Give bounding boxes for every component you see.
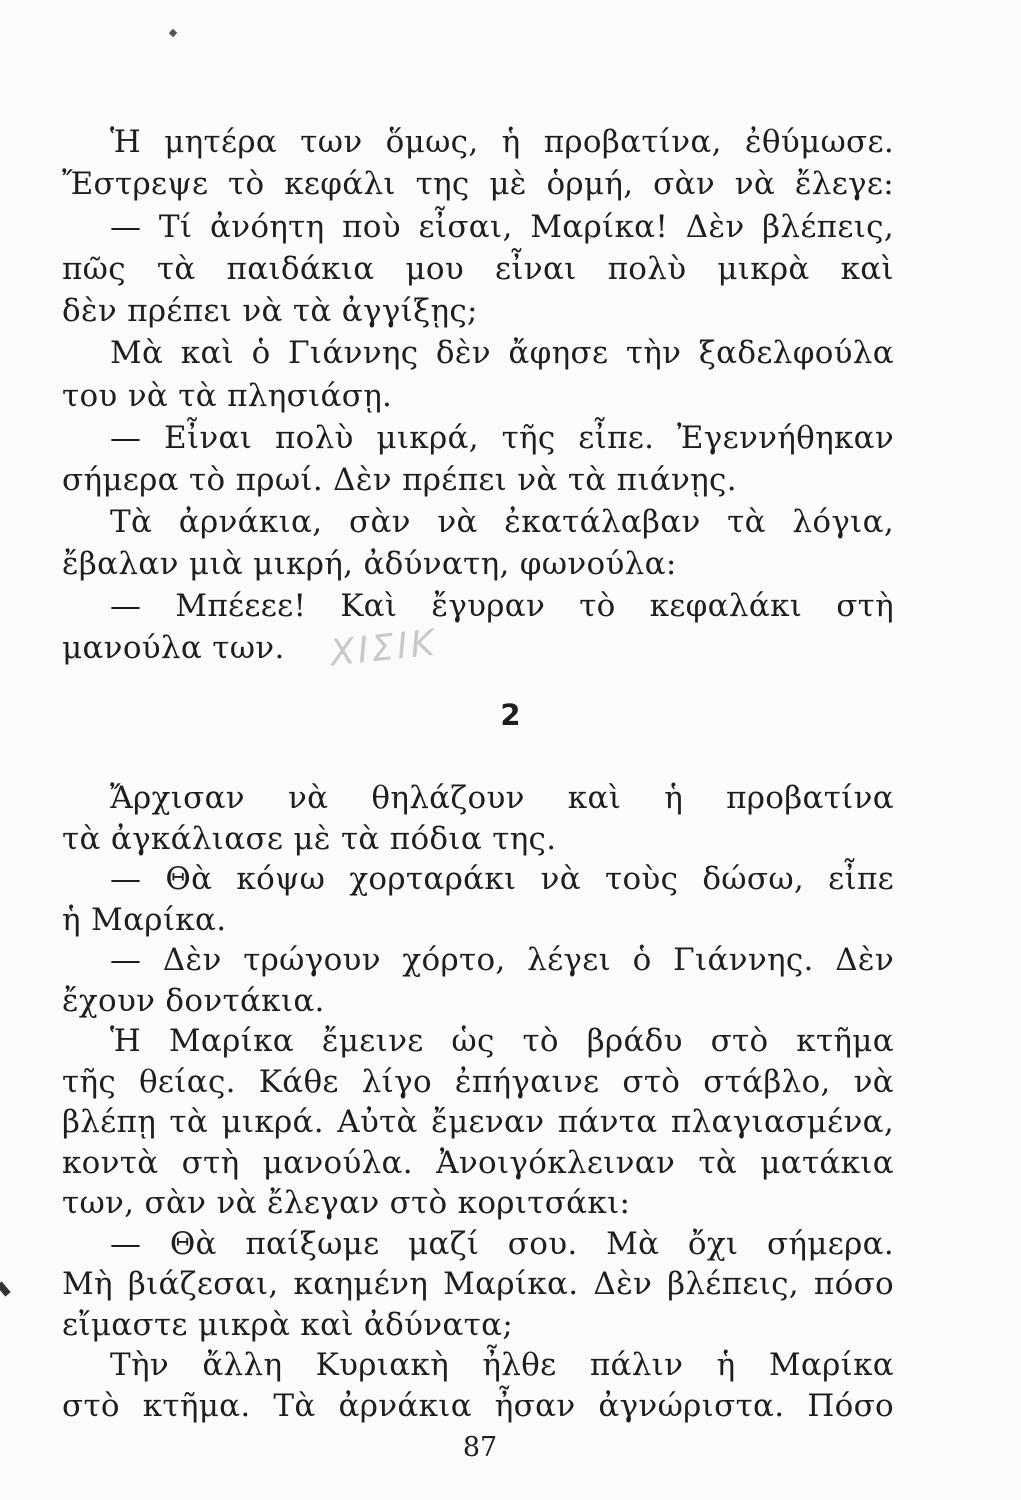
- page-number: 87: [462, 1432, 498, 1463]
- text-line: Τὴν ἄλλη Κυριακὴ ἦλθε πάλιν ἡ Μαρίκα: [110, 1347, 894, 1383]
- text-line: βλέπῃ τὰ μικρά. Αὐτὰ ἔμεναν πάντα πλαγιασμένα,: [62, 1104, 894, 1140]
- pencil-margin-mark: ΧΙΣΙΚ: [328, 622, 440, 675]
- text-line: Ἔστρεψε τὸ κεφάλι της μὲ ὁρμή, σὰν νὰ ἔλεγε:: [62, 166, 894, 202]
- text-line: δὲν πρέπει νὰ τὰ ἀγγίξῃς;: [62, 293, 478, 329]
- text-line: του νὰ τὰ πλησιάσῃ.: [62, 378, 393, 414]
- text-line: Ἡ Μαρίκα ἔμεινε ὡς τὸ βράδυ στὸ κτῆμα: [110, 1023, 894, 1059]
- text-line: — Δὲν τρώγουν χόρτο, λέγει ὁ Γιάννης. Δὲν: [110, 942, 894, 978]
- text-line: σήμερα τὸ πρωί. Δὲν πρέπει νὰ τὰ πιάνῃς.: [62, 462, 737, 498]
- ink-speck: [169, 29, 177, 37]
- text-line: πῶς τὰ παιδάκια μου εἶναι πολὺ μικρὰ καὶ: [62, 251, 894, 287]
- text-line: Ἄρχισαν νὰ θηλάζουν καὶ ἡ προβατίνα: [110, 780, 894, 816]
- text-line: Ἡ μητέρα των ὅμως, ἡ προβατίνα, ἐθύμωσε.: [110, 124, 894, 160]
- text-line: ἔχουν δοντάκια.: [62, 982, 325, 1019]
- text-line: ἔβαλαν μιὰ μικρή, ἀδύνατη, φωνούλα:: [62, 546, 677, 582]
- text-line: — Θὰ παίξωμε μαζί σου. Μὰ ὄχι σήμερα.: [110, 1225, 894, 1262]
- section-number: 2: [500, 698, 521, 732]
- text-line: — Μπέεεε! Καὶ ἔγυραν τὸ κεφαλάκι στὴ: [110, 588, 894, 624]
- text-line: — Θὰ κόψω χορταράκι νὰ τοὺς δώσω, εἶπε: [110, 861, 894, 897]
- text-line: στὸ κτῆμα. Τὰ ἀρνάκια ἦσαν ἀγνώριστα. Πόσο: [62, 1387, 894, 1424]
- text-line: — Εἶναι πολὺ μικρά, τῆς εἶπε. Ἐγεννήθηκαν: [110, 420, 894, 456]
- text-line: τὰ ἀγκάλιασε μὲ τὰ πόδια της.: [62, 820, 557, 857]
- text-line: Μὴ βιάζεσαι, καημένη Μαρίκα. Δὲν βλέπεις, πόσο: [62, 1266, 894, 1302]
- text-line: των, σὰν νὰ ἔλεγαν στὸ κοριτσάκι:: [62, 1185, 631, 1221]
- text-line: μανούλα των.: [62, 630, 285, 666]
- text-line: ἡ Μαρίκα.: [62, 901, 227, 938]
- text-line: εἴμαστε μικρὰ καὶ ἀδύνατα;: [62, 1306, 514, 1343]
- text-line: Μὰ καὶ ὁ Γιάννης δὲν ἄφησε τὴν ξαδελφούλα: [110, 335, 894, 371]
- text-line: τῆς θείας. Κάθε λίγο ἐπήγαινε στὸ στάβλο, νὰ: [62, 1063, 894, 1100]
- margin-tick: [0, 1281, 11, 1296]
- text-line: Τὰ ἀρνάκια, σὰν νὰ ἐκατάλαβαν τὰ λόγια,: [110, 504, 894, 540]
- text-line: κοντὰ στὴ μανούλα. Ἀνοιγόκλειναν τὰ ματάκια: [62, 1144, 894, 1181]
- text-line: — Τί ἀνόητη ποὺ εἶσαι, Μαρίκα! Δὲν βλέπεις,: [110, 209, 894, 245]
